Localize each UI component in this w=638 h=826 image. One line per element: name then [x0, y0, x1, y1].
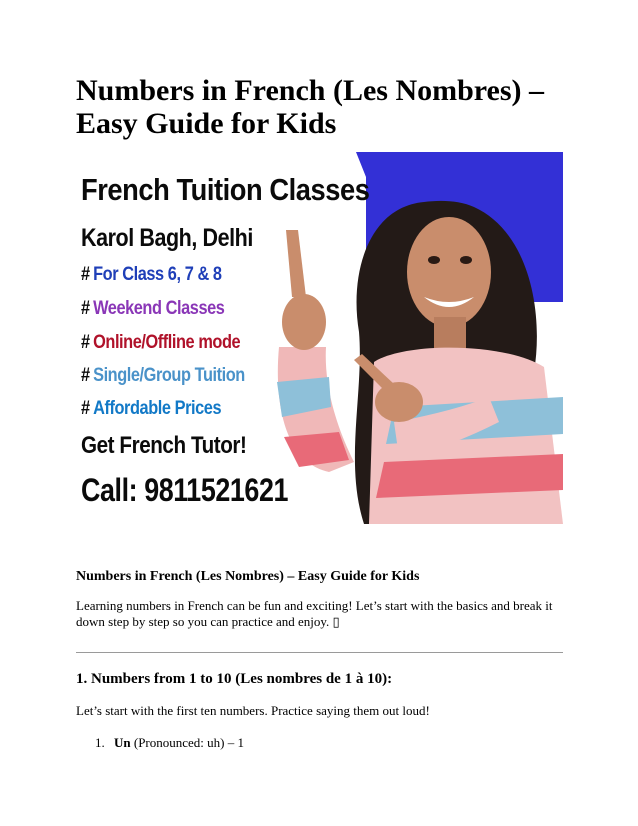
pronunciation: (Pronounced: uh) – 1: [130, 735, 244, 750]
feature-text: Online/Offline mode: [93, 332, 241, 353]
banner-feature-mode: [81, 332, 240, 354]
tuition-banner-image: [76, 152, 563, 524]
article-subtitle: Numbers in French (Les Nombres) – Easy Guide for Kids: [76, 569, 420, 584]
hash-symbol: #: [81, 332, 90, 353]
section-heading: 1. Numbers from 1 to 10 (Les nombres de 1 à 10):: [76, 671, 393, 687]
banner-feature-weekend: [81, 298, 224, 320]
banner-location: Karol Bagh, Delhi: [81, 224, 253, 252]
list-number: 1.: [95, 735, 105, 750]
banner-title: French Tuition Classes: [81, 172, 370, 207]
banner-feature-group: [81, 365, 245, 387]
page-title: Numbers in French (Les Nombres) – Easy Guide for Kids: [76, 74, 545, 140]
feature-text: Weekend Classes: [93, 298, 225, 319]
feature-text: Affordable Prices: [93, 398, 222, 419]
section-divider: [76, 652, 563, 653]
intro-paragraph: Learning numbers in French can be fun and exciting! Let’s start with the basics and break it down step by step so you can practice and enjoy. ▯: [76, 598, 553, 629]
banner-phone: Call: 9811521621: [81, 472, 289, 508]
tutor-illustration: [274, 172, 563, 524]
hash-symbol: #: [81, 398, 90, 419]
banner-feature-prices: [81, 398, 221, 420]
french-word: Un: [114, 735, 131, 750]
hash-symbol: #: [81, 298, 90, 319]
section-intro: Let’s start with the first ten numbers. Practice saying them out loud!: [76, 703, 430, 718]
feature-text: Single/Group Tuition: [93, 365, 245, 386]
banner-feature-class: [81, 264, 222, 286]
list-item: [95, 735, 244, 751]
hash-symbol: #: [81, 264, 90, 285]
feature-text: For Class 6, 7 & 8: [93, 264, 222, 285]
banner-cta: Get French Tutor!: [81, 432, 247, 459]
hash-symbol: #: [81, 365, 90, 386]
